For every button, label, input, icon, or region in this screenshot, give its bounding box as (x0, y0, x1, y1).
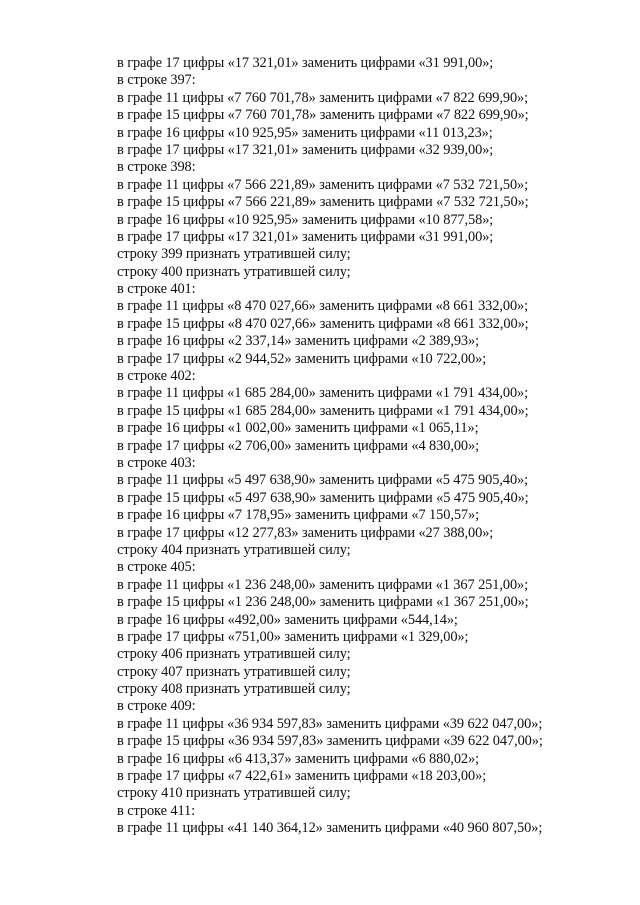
document-body (117, 55, 617, 838)
document-line: в графе 11 цифры «41 140 364,12» заменить цифрами «40 960 807,50»; (117, 820, 543, 837)
document-line: строку 410 признать утратившей силу; (117, 785, 351, 802)
document-line: в графе 11 цифры «7 566 221,89» заменить цифрами «7 532 721,50»; (117, 176, 529, 193)
document-line: в строке 409: (117, 698, 196, 715)
document-line: в графе 16 цифры «10 925,95» заменить цифрами «11 013,23»; (117, 124, 493, 141)
document-line: в строке 398: (117, 159, 196, 176)
document-line: строку 406 признать утратившей силу; (117, 646, 351, 663)
document-line: в строке 403: (117, 454, 196, 471)
document-line: в графе 15 цифры «8 470 027,66» заменить цифрами «8 661 332,00»; (117, 315, 529, 332)
document-line: строку 408 признать утратившей силу; (117, 681, 351, 698)
document-line: в графе 17 цифры «17 321,01» заменить цифрами «32 939,00»; (117, 141, 494, 158)
document-line: в графе 15 цифры «5 497 638,90» заменить цифрами «5 475 905,40»; (117, 489, 529, 506)
document-line: в графе 15 цифры «7 760 701,78» заменить цифрами «7 822 699,90»; (117, 107, 529, 124)
document-line: в графе 15 цифры «1 685 284,00» заменить цифрами «1 791 434,00»; (117, 402, 529, 419)
document-line: в графе 16 цифры «6 413,37» заменить цифрами «6 880,02»; (117, 750, 480, 767)
document-line: в графе 17 цифры «2 706,00» заменить цифрами «4 830,00»; (117, 437, 480, 454)
document-line: в графе 15 цифры «36 934 597,83» заменить цифрами «39 622 047,00»; (117, 733, 543, 750)
document-line: в графе 17 цифры «2 944,52» заменить цифрами «10 722,00»; (117, 350, 487, 367)
document-line: в графе 15 цифры «1 236 248,00» заменить цифрами «1 367 251,00»; (117, 594, 529, 611)
document-line: строку 400 признать утратившей силу; (117, 263, 351, 280)
document-line: в графе 11 цифры «5 497 638,90» заменить цифрами «5 475 905,40»; (117, 472, 529, 489)
document-line: в графе 16 цифры «1 002,00» заменить цифрами «1 065,11»; (117, 420, 479, 437)
document-line: в графе 16 цифры «2 337,14» заменить цифрами «2 389,93»; (117, 333, 480, 350)
document-line: в графе 17 цифры «17 321,01» заменить цифрами «31 991,00»; (117, 55, 494, 71)
document-line: в графе 17 цифры «7 422,61» заменить цифрами «18 203,00»; (117, 768, 487, 785)
document-line: в графе 17 цифры «12 277,83» заменить цифрами «27 388,00»; (117, 524, 494, 541)
document-line: в графе 11 цифры «8 470 027,66» заменить цифрами «8 661 332,00»; (117, 298, 529, 315)
document-line: в графе 16 цифры «492,00» заменить цифрами «544,14»; (117, 611, 458, 628)
document-line: строку 399 признать утратившей силу; (117, 246, 351, 263)
document-line: в строке 411: (117, 802, 196, 819)
document-line: в строке 397: (117, 72, 196, 89)
document-line: в графе 15 цифры «7 566 221,89» заменить цифрами «7 532 721,50»; (117, 194, 529, 211)
document-line: в графе 16 цифры «10 925,95» заменить цифрами «10 877,58»; (117, 211, 494, 228)
document-line: в графе 11 цифры «1 236 248,00» заменить цифрами «1 367 251,00»; (117, 576, 529, 593)
document-line: в строке 402: (117, 368, 196, 385)
document-line: строку 407 признать утратившей силу; (117, 663, 351, 680)
document-line: в графе 11 цифры «1 685 284,00» заменить цифрами «1 791 434,00»; (117, 385, 529, 402)
document-line: в графе 17 цифры «17 321,01» заменить цифрами «31 991,00»; (117, 228, 494, 245)
document-line: в строке 401: (117, 281, 196, 298)
document-line: в графе 11 цифры «7 760 701,78» заменить цифрами «7 822 699,90»; (117, 89, 529, 106)
document-line: в графе 11 цифры «36 934 597,83» заменить цифрами «39 622 047,00»; (117, 715, 543, 732)
document-line: строку 404 признать утратившей силу; (117, 541, 351, 558)
document-line: в графе 17 цифры «751,00» заменить цифрами «1 329,00»; (117, 628, 469, 645)
document-line: в строке 405: (117, 559, 196, 576)
document-line: в графе 16 цифры «7 178,95» заменить цифрами «7 150,57»; (117, 507, 480, 524)
